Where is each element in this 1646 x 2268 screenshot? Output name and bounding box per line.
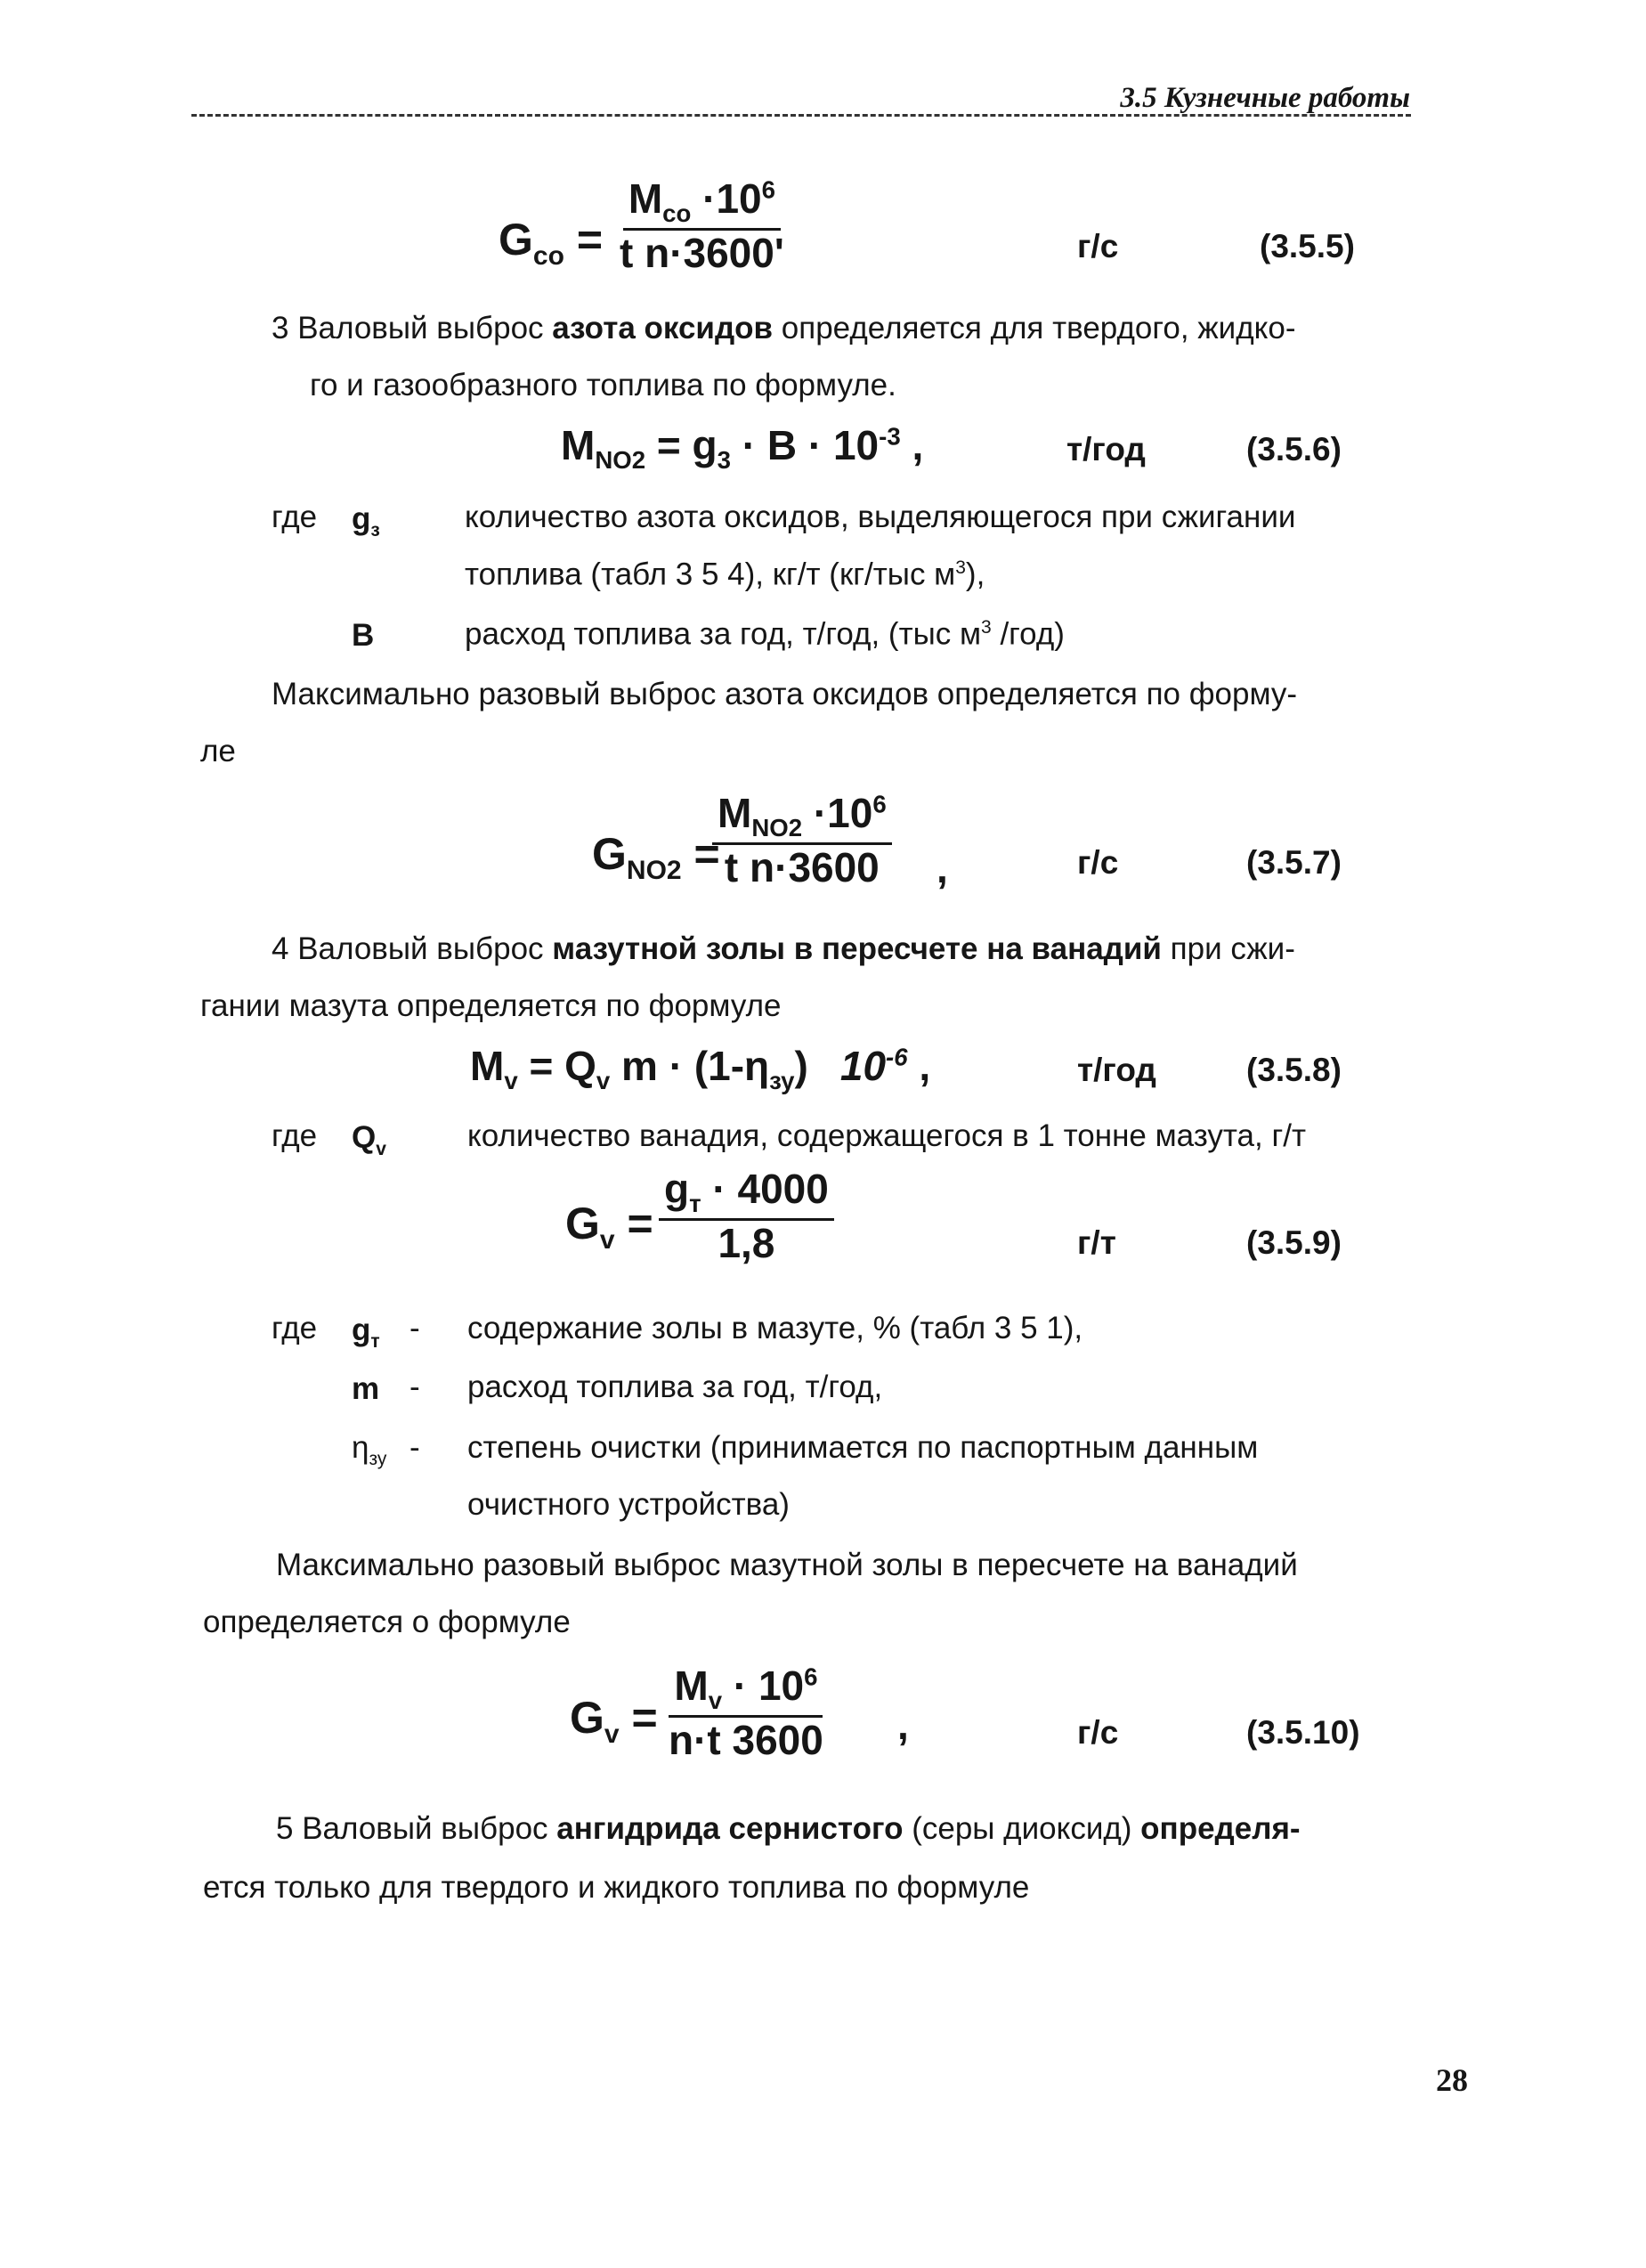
def-m: расход топлива за год, т/год,: [467, 1370, 883, 1404]
formula-lhs: $G_{NO2}$ =: [592, 829, 720, 885]
def-g3-line-2: топлива (табл 3 5 4), кг/т (кг/тыс $м^3$),: [465, 557, 985, 592]
formula-lhs: $G_{co}$ =: [499, 215, 604, 271]
def-eta-line-2: очистного устройства): [467, 1487, 790, 1522]
symbol-gt: $g_т$: [352, 1313, 380, 1352]
symbol-b: B: [352, 618, 375, 653]
paragraph-4-line-1: 4 Валовый выброс мазутной золы в пересчете на ванадий при сжи-: [272, 931, 1295, 966]
symbol-g3: $g_з$: [352, 501, 380, 541]
equation-number: (3.5.8): [1246, 1052, 1342, 1088]
fraction: [663, 1663, 829, 1762]
page-number: 28: [1436, 2062, 1468, 2098]
unit: т/год: [1066, 431, 1146, 467]
equation-number: (3.5.7): [1246, 844, 1342, 881]
where-label: где: [272, 1118, 318, 1153]
fraction: [712, 791, 892, 890]
unit: г/с: [1077, 1714, 1119, 1751]
fraction: [614, 176, 790, 275]
numerator: $M_{co} \cdot 10^6$: [623, 176, 781, 231]
denominator: n·t 3600: [669, 1716, 823, 1763]
symbol-eta: $\eta_{зу}$: [352, 1430, 387, 1469]
numerator: $M_v \cdot 10^6$: [669, 1663, 823, 1718]
formula-lhs: $G_v$ =: [570, 1693, 658, 1749]
max-no2-line-2: ле: [200, 734, 236, 768]
where-label: где: [272, 500, 318, 534]
dash: -: [409, 1430, 420, 1465]
denominator: t n·3600: [724, 843, 880, 890]
numerator: $g_т \cdot 4000$: [659, 1167, 834, 1221]
def-qv: количество ванадия, содержащегося в 1 тонне мазута, г/т: [467, 1118, 1306, 1153]
equation-number: (3.5.6): [1246, 431, 1342, 467]
paragraph-5-line-2: ется только для твердого и жидкого топлива по формуле: [203, 1870, 1030, 1905]
running-header: 3.5 Кузнечные работы: [1120, 82, 1410, 114]
def-gt: содержание золы в мазуте, % (табл 3 5 1),: [467, 1311, 1083, 1345]
denominator: t n·3600': [620, 229, 784, 276]
paragraph-3-line-1: 3 Валовый выброс азота оксидов определяется для твердого, жидко-: [272, 311, 1296, 345]
paragraph-3-line-2: го и газообразного топлива по формуле.: [310, 368, 896, 402]
header-rule: [191, 114, 1411, 117]
where-label: где: [272, 1311, 318, 1345]
formula-body: $M_v = Q_v$ $m \cdot (1-\eta_{зу})$ $10^{-6}$ ,: [470, 1043, 931, 1095]
max-no2-line-1: Максимально разовый выброс азота оксидов определяется по форму-: [272, 677, 1298, 711]
numerator: $M_{NO2} \cdot 10^6$: [712, 791, 892, 845]
unit: т/год: [1077, 1052, 1156, 1088]
formula-comma: ,: [937, 845, 948, 891]
symbol-qv: $Q_v$: [352, 1120, 386, 1159]
dash: -: [409, 1370, 420, 1404]
def-eta-line-1: степень очистки (принимается по паспортным данным: [467, 1430, 1259, 1465]
equation-number: (3.5.10): [1246, 1714, 1360, 1751]
unit: г/с: [1077, 844, 1119, 881]
paragraph-4-line-2: гании мазута определяется по формуле: [200, 988, 782, 1023]
formula-lhs: $G_v$ =: [565, 1199, 653, 1255]
denominator: 1,8: [718, 1219, 775, 1266]
dash: -: [409, 1311, 420, 1345]
unit: г/с: [1077, 228, 1119, 264]
formula-comma: ,: [897, 1702, 909, 1748]
def-g3-line-1: количество азота оксидов, выделяющегося при сжигании: [465, 500, 1296, 534]
equation-number: (3.5.9): [1246, 1224, 1342, 1261]
def-b: расход топлива за год, т/год, (тыс $м^3$ /год): [465, 616, 1065, 652]
equation-number: (3.5.5): [1260, 228, 1355, 264]
max-v-line-1: Максимально разовый выброс мазутной золы в пересчете на ванадий: [276, 1548, 1298, 1582]
unit: г/т: [1077, 1224, 1116, 1261]
formula-body: $M_{NO2} = g_3 \cdot B \cdot 10^{-3}$ ,: [561, 422, 924, 475]
max-v-line-2: определяется о формуле: [203, 1605, 571, 1639]
fraction: [659, 1167, 834, 1265]
paragraph-5-line-1: 5 Валовый выброс ангидрида сернистого (серы диоксид) определя-: [276, 1811, 1301, 1846]
symbol-m: m: [352, 1371, 380, 1406]
